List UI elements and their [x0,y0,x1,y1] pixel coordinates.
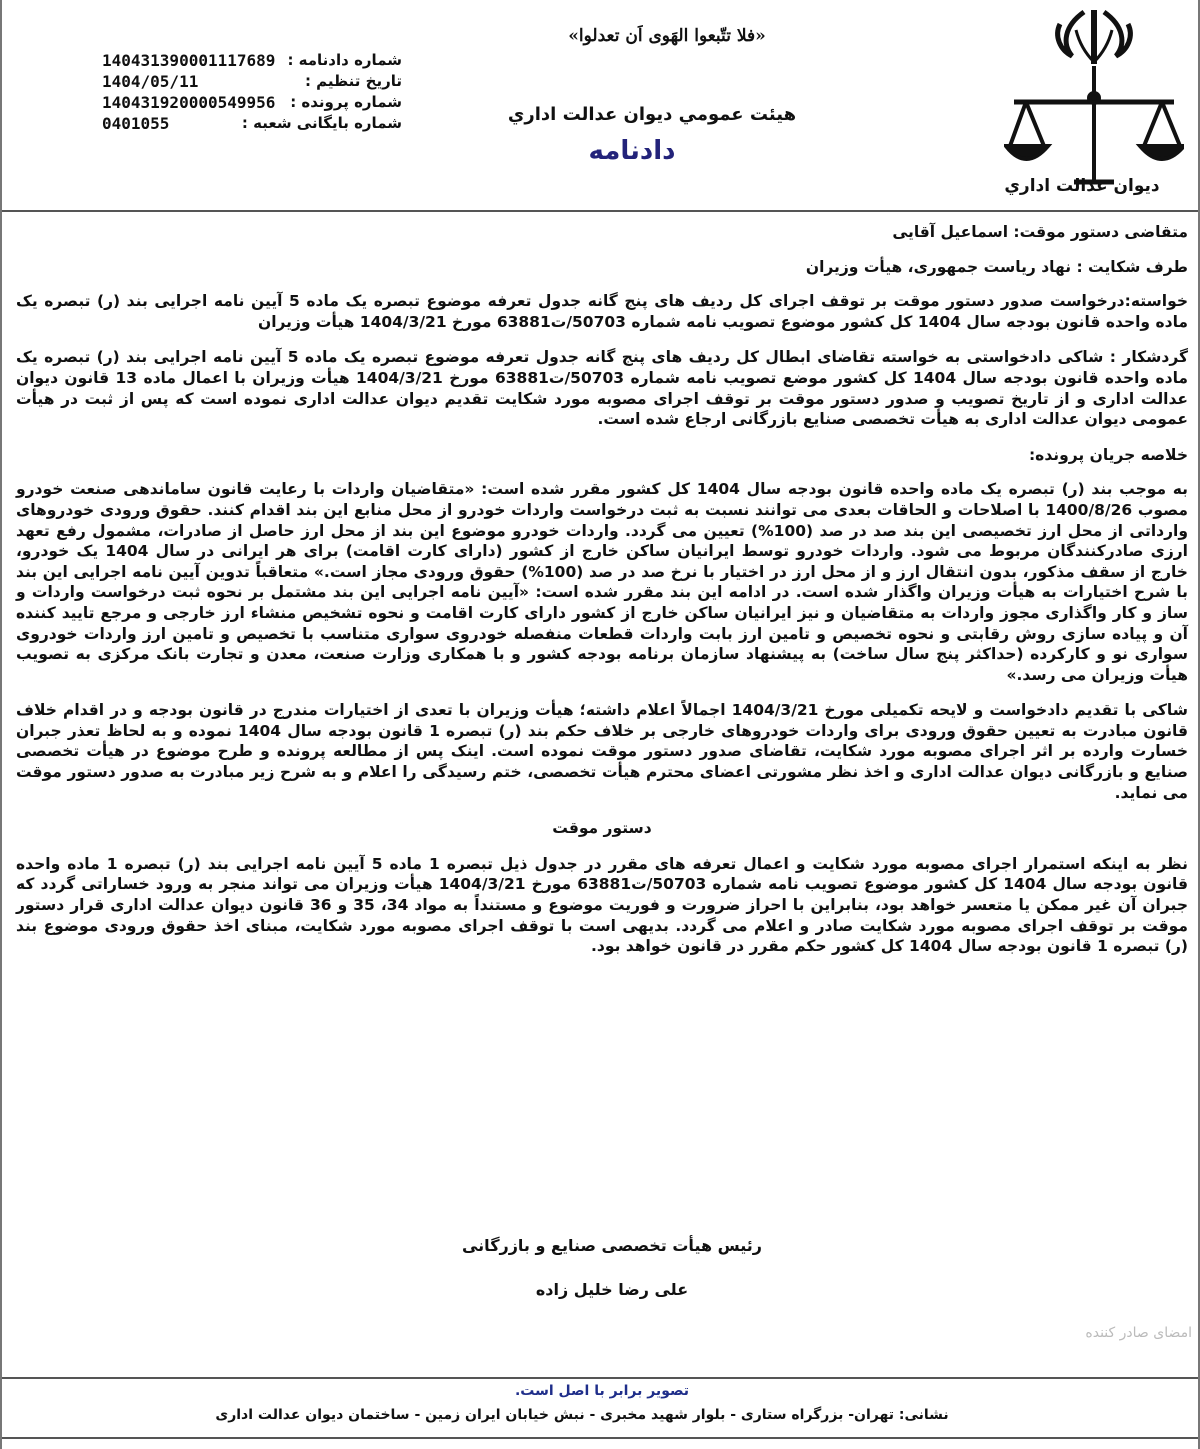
meta-value: 140431390001117689 [102,51,276,70]
meta-row-archive-number [102,113,402,134]
address-line: نشانی: تهران- بزرگراه ستاری - بلوار شهید مخبری - نبش خیابان ایران زمین - ساختمان دیوان عدالت اداری [215,1407,949,1423]
meta-row-date [102,71,402,92]
order-paragraph: نظر به اینکه استمرار اجرای مصوبه مورد شکایت و اعمال تعرفه های مقرر در جدول ذیل تبصره 1 ماده 5 آیین نامه اجرایی بند (ر) تبصره 1 ماده واحده قانون بودجه سال 1404 کل کشور موضوع تصویب نامه شماره 50703/ت63881 مورخ 1404/3/21 هیأت وزیران می تواند منجر به ورود خساراتی گردد که جبران آن غیر ممکن یا متعسر خواهد بود، بنابراین با احراز ضرورت و فوریت موضوع و مستنداً به مواد 34، 35 و 36 قانون دیوان عدالت اداری قرار دستور موقت بر توقف اجرای مصوبه مورد شکایت صادر و اعلام می گردد. بدیهی است با توقف اجرای مصوبه مورد شکایت، مبنای اخذ حقوق ورودی موضوع بند (ر) تبصره 1 قانون بودجه سال 1404 کل کشور حکم مقرر در قانون خواهد بود. [16,854,1189,956]
document-title: دادنامه [588,136,676,166]
iran-emblem-scales-icon [1004,6,1184,194]
meta-value: 0401055 [102,114,170,133]
bottom-divider [2,1437,1198,1439]
signer-title: رئیس هیأت تخصصی صنایع و بازرگانی [461,1236,762,1255]
complaint-paragraph: شاکی با تقدیم دادخواست و لایحه تکمیلی مورخ 1404/3/21 اجمالاً اعلام داشته؛ هیأت وزیران با تعدی از اختیارات مندرج در قانون بودجه و در اقدام خلاف قانون مبادرت به تعیین حقوق ورودی برای واردات خودروهای خارجی بر خلاف حکم بند (ر) تبصره 1 قانون بودجه سال 1404 نموده و به لحاظ تعذر جبران خسارت وارده بر اثر اجرای مصوبه مورد شکایت، تقاضای صدور دستور موقت نموده است. اینک پس از مطالعه پرونده و طرح موضوع در هیأت تخصصی صنایع و بازرگانی دیوان عدالت اداری و اخذ نظر مشورتی اعضای محترم هیأت تخصصی، ختم رسیدگی را اعلام و به شرح زیر مبادرت به صدور دستور موقت می نماید. [16,701,1188,802]
certified-copy-note: تصویر برابر با اصل است. [514,1383,690,1399]
issuer-signature: امضای صادر کننده [1085,1325,1192,1341]
motto: «فلا تتّبعوا الهَوی اَن تعدلوا» [568,26,766,46]
meta-label: شماره بایگانی شعبه : [241,114,402,132]
signer-name: علی رضا خلیل زاده [535,1280,689,1299]
order-heading: دستور موقت [552,819,652,838]
meta-value: 140431920000549956 [102,93,276,112]
summary-paragraph: به موجب بند (ر) تبصره یک ماده واحده قانون بودجه سال 1404 کل کشور مقرر شده است: «متقاضیان واردات با رعایت قانون ساماندهی صنعت خودرو مصوب 1400/8/26 با اصلاحات و الحاقات بعدی می توانند نسبت به ثبت درخواست واردات خودرو از محل منابع این بند اقدام کنند. حقوق ورودی خودروهای وارداتی از محل ارز تخصیصی این بند صد در صد (100%) تعیین می گردد. واردات خودرو موضوع این بند از محل ارز حاصل از صادرات، مشمول رفع تعهد ارزی صادرکنندگان مربوط می شود. واردات خودرو توسط ایرانیان ساکن خارج از کشور (دارای کارت اقامت) برای هر ایرانی در سال 1404 یک خودرو، خارج از سقف مذکور، بدون انتقال ارز و از محل ارز در اختیار با نرخ صد در صد (100%) حقوق ورودی مجاز است.» متعاقباً تدوین آیین نامه اجرایی این بند با شرح اختیارات به هیأت وزیران واگذار شده است. در ادامه این بند مقرر شده است: «آیین نامه اجرایی این بند مشتمل بر نحوه ثبت درخواست واردات و ساز و کار واگذاری مجوز واردات به متقاضیان و نیز ایرانیان ساکن خارج از کشور دارای کارت اقامت و نحوه تشخیص منشاء ارز خارجی و مرجع تایید کننده آن و پیاده سازی روش رقابتی و نحوه تخصیص و تامین ارز بابت واردات قطعات منفصله خودروی سواری متناسب با تخصیص و تامین ارز واردات خودروی سواری نو و کارکرده (حداکثر پنج سال ساخت) به پیشنهاد سازمان برنامه بودجه کشور و با همکاری وزارت صنعت، معدن و تجارت بانک مرکزی به تصویب هیأت وزیران می رسد.» [16,480,1189,684]
meta-label: تاریخ تنظیم : [304,72,402,90]
signature-block [302,1224,922,1312]
document-meta [102,50,402,134]
respondent-line: طرف شکایت : نهاد ریاست جمهوری، هیأت وزیران [805,257,1188,276]
applicant-line: متقاضی دستور موقت: اسماعیل آقایی [892,223,1188,241]
document-body [16,222,1188,972]
board-name: هیئت عمومي ديوان عدالت اداري [507,104,797,125]
emblem-caption: ديوان عدالت اداري [1004,176,1160,196]
meta-label: شماره دادنامه : [287,51,402,69]
meta-row-case-number [102,92,402,113]
header-divider [2,210,1198,212]
meta-value: 1404/05/11 [102,72,199,91]
request-paragraph: خواسته:درخواست صدور دستور موقت بر توقف اجرای کل ردیف های پنج گانه جدول تعرفه موضوع تبصره یک ماده 5 آیین نامه اجرایی بند (ر) تبصره یک ماده واحده قانون بودجه سال 1404 کل کشور موضوع تصویب نامه شماره 50703/ت63881 مورخ 1404/3/21 هیأت وزیران [16,292,1188,331]
procedure-paragraph: گردشکار : شاکی دادخواستی به خواسته تقاضای ابطال کل ردیف های پنج گانه جدول تعرفه موضوع تبصره یک ماده 5 آیین نامه اجرایی بند (ر) تبصره یک ماده واحده قانون بودجه سال 1404 کل کشور موضع تصویب نامه شماره 50703/ت63881 مورخ 1404/3/21 هیأت وزیران با اعمال ماده 13 قانون دیوان عدالت اداری و از تاریخ تصویب و صدور دستور موقت بر توقف اجرای مصوبه مورد شکایت تقدیم دیوان عدالت اداری نموده است که پس از ثبت در هیأت عمومی دیوان عدالت اداری به هیأت تخصصی صنایع بازرگانی ارجاع شده است. [16,348,1189,429]
meta-label: شماره پرونده : [290,93,402,111]
summary-heading: خلاصه جریان پرونده: [1028,445,1188,464]
meta-row-verdict-number [102,50,402,71]
footer-divider [2,1377,1198,1379]
